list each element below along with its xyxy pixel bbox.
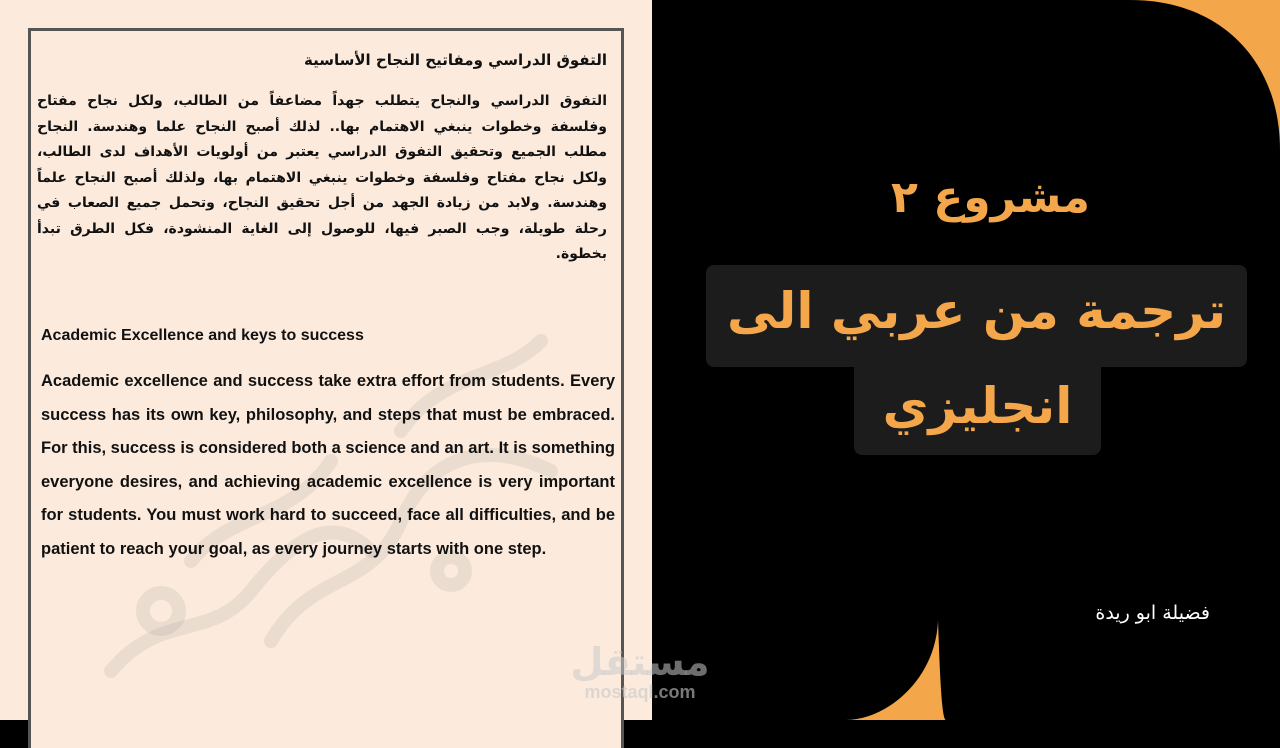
mostaql-url: mostaql.com [584, 682, 696, 702]
document-pane [0, 0, 652, 720]
author-name: فضيلة ابو ريدة [1095, 602, 1210, 624]
cover-title-line-2: انجليزي [882, 377, 1073, 435]
mostaql-logo: مستقل [570, 640, 710, 684]
english-title: Academic Excellence and keys to success [41, 327, 364, 344]
document-frame [28, 28, 624, 748]
orange-corner-shape [1130, 0, 1280, 150]
project-label: مشروع ٢ [891, 172, 1090, 223]
cover-title-line-1: ترجمة من عربي الى [726, 282, 1227, 340]
orange-bottom-shape [846, 620, 946, 720]
arabic-title: التفوق الدراسي ومفاتيح النجاح الأساسية [304, 51, 607, 69]
arabic-paragraph: التفوق الدراسي والنجاح يتطلب جهداً مضاعفاً من الطالب، ولكل نجاح مفتاح وفلسفة وخطوات ينبغي الاهتمام بها.. لذلك أصبح النجاح علما وهندسة. النجاح مطلب الجميع وتحقيق التفوق الدراسي يعتبر من أولويات الأهداف لدى الطالب، ولكل نجاح مفتاح وفلسفة وخطوات ينبغي الاهتمام بها، ولذلك أصبح النجاح علماً وهندسة. ولابد من زيادة الجهد من أجل تحقيق النجاح، وتحمل جميع الصعاب في رحلة طويلة، وجب الصبر فيها، للوصول إلى الغاية المنشودة، فكل الطرق تبدأ بخطوة. [37, 93, 607, 262]
english-paragraph: Academic excellence and success take extra effort from students. Every success has its own key, philosophy, and steps that must be embraced. For this, success is considered both a science and an art. It is something everyone desires, and achieving academic excellence is very important for students. You must work hard to succeed, face all difficulties, and be patient to reach your goal, as every journey starts with one step. [41, 372, 615, 558]
